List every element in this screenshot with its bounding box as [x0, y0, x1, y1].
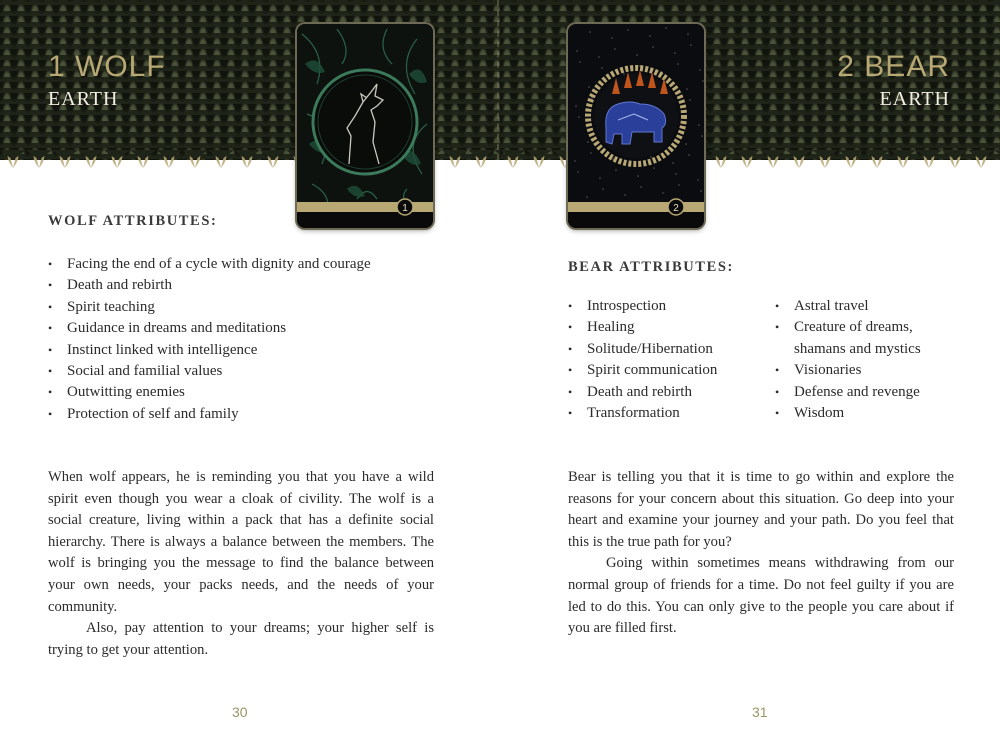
card-caption-number: 1: [402, 203, 408, 214]
list-item: • Astral travel: [775, 296, 955, 317]
list-item: • Instinct linked with intelligence: [48, 340, 371, 361]
list-item: • Death and rebirth: [568, 382, 717, 403]
body-text: [48, 467, 434, 661]
paragraph: Going within sometimes means withdrawing from our normal group of friends for a time. Do not feel guilty if you are led to do this. You can only give to the people you care about if you are filled first.: [568, 555, 954, 637]
attributes-heading: WOLF ATTRIBUTES:: [48, 213, 218, 229]
attributes-list-column-2: [775, 296, 955, 424]
list-item: • Healing: [568, 317, 717, 338]
attributes-heading: BEAR ATTRIBUTES:: [568, 259, 734, 275]
wolf-card: [297, 24, 433, 228]
list-item: • Outwitting enemies: [48, 382, 371, 403]
list-item: • Introspection: [568, 296, 717, 317]
list-item: • Wisdom: [775, 403, 955, 424]
list-item: • Protection of self and family: [48, 404, 371, 425]
attributes-list-column-1: [568, 296, 717, 424]
list-item: • Guidance in dreams and meditations: [48, 318, 371, 339]
card-caption-number: 2: [673, 203, 679, 214]
list-item: • Transformation: [568, 403, 717, 424]
card-title: 2 BEAR: [837, 50, 950, 83]
card-title: 1 WOLF: [48, 50, 166, 83]
bear-card: [568, 24, 704, 228]
list-item: • Death and rebirth: [48, 275, 371, 296]
list-item: • Facing the end of a cycle with dignity and courage: [48, 254, 371, 275]
card-element: EARTH: [879, 88, 950, 110]
list-item: • Spirit communication: [568, 360, 717, 381]
list-item: • Social and familial values: [48, 361, 371, 382]
list-item: • Creature of dreams, shamans and mystics: [775, 317, 955, 360]
body-text: [568, 467, 954, 640]
list-item: • Defense and revenge: [775, 382, 955, 403]
page-number: 30: [232, 704, 248, 720]
paragraph: Also, pay attention to your dreams; your higher self is trying to get your attention.: [48, 620, 434, 658]
page-number: 31: [752, 704, 768, 720]
card-element: EARTH: [48, 88, 119, 110]
list-item: • Spirit teaching: [48, 297, 371, 318]
paragraph: When wolf appears, he is reminding you that you have a wild spirit even though you wear a cloak of civility. The wolf is a social creature, living within a pack that has a definite social hierarchy. There is always a balance between the members. The wolf is bringing you the message to find the balance between your own needs, your packs needs, and the needs of your community.: [48, 469, 434, 615]
paragraph: Bear is telling you that it is time to go within and explore the reasons for your concern about this situation. Go deep into your heart and examine your journey and your path. Do you feel that this is the true path for you?: [568, 469, 954, 550]
attributes-list: [48, 254, 371, 425]
right-page: [500, 0, 1000, 750]
list-item: • Solitude/Hibernation: [568, 339, 717, 360]
list-item: • Visionaries: [775, 360, 955, 381]
